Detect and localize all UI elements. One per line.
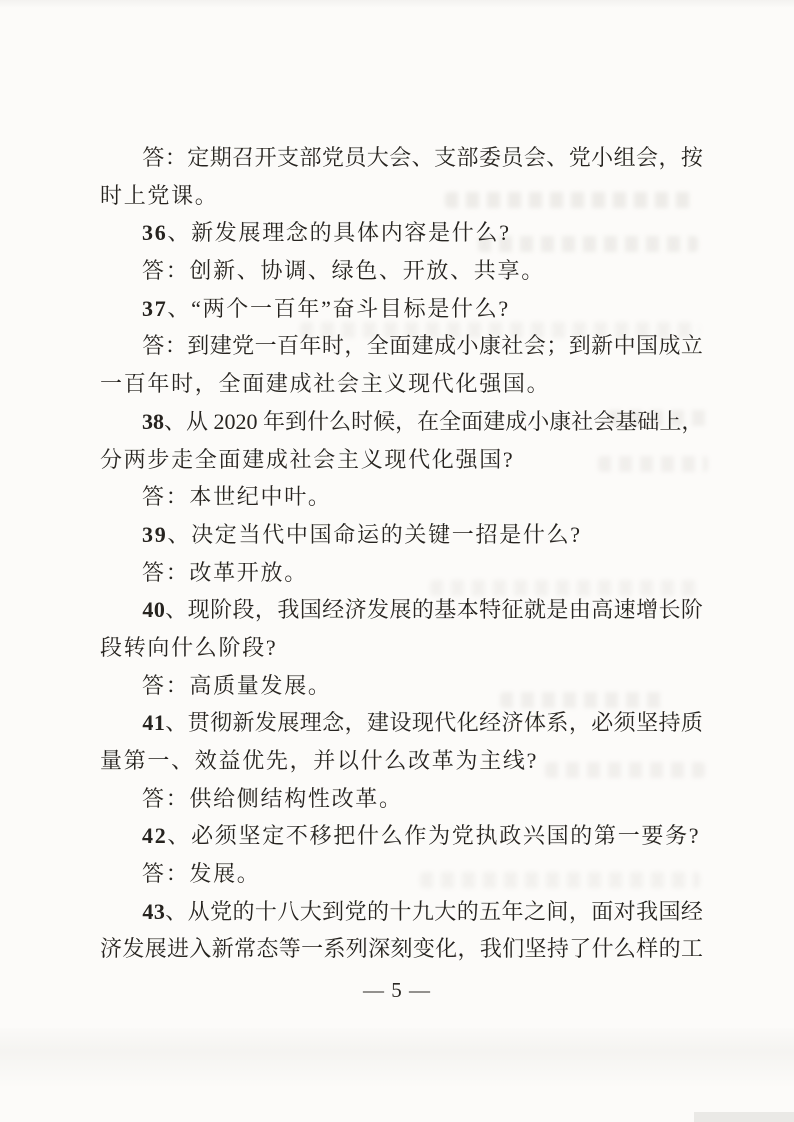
first-line-indent: [100, 139, 142, 177]
answer-line-1: 答 ： 定 期 召 开 支 部 党 员 大 会 、 支 部 委 员 会 、 党 小 组 会 ， 按: [100, 139, 703, 177]
scan-shading-bottom: [0, 1028, 794, 1088]
scan-shading-top: [0, 0, 794, 8]
answer-line-1: 答：创新、协调、绿色、开放、共享。: [142, 258, 545, 284]
question-43-line-1: 4 3 、 从 党 的 十 八 大 到 党 的 十 九 大 的 五 年 之 间 ， 面 对 我 国 经: [100, 893, 703, 931]
question-number: 37: [142, 295, 168, 321]
first-line-indent: [100, 403, 142, 441]
question-number: 39: [142, 521, 168, 547]
question-number: 1: [153, 710, 165, 736]
question-number: 0: [153, 597, 165, 623]
question-43-line-2: 济 发 展 进 入 新 常 态 等 一 系 列 深 刻 变 化 ， 我 们 坚 持 了 什 么 样 的 工: [100, 936, 703, 962]
first-line-indent: [100, 327, 142, 365]
answer-line-1: 答：高质量发展。: [142, 672, 332, 698]
scan-edge-artifact: [694, 1112, 794, 1122]
answer-line-1: 答：改革开放。: [142, 559, 308, 585]
page-number: — 5 —: [363, 978, 431, 1002]
question-number: 3: [142, 408, 153, 434]
question-41-line-2: 量第一、效益优先，并以什么改革为主线?: [100, 748, 539, 773]
question-number: 36: [142, 220, 168, 246]
answer-line-1: 答：发展。: [142, 861, 261, 887]
answer-line-2: 一百年时，全面建成社会主义现代化强国。: [100, 371, 551, 397]
question-40-line-1: 4 0 、 现 阶 段 ， 我 国 经 济 发 展 的 基 本 特 征 就 是 由 高 速 增 长 阶: [100, 591, 703, 629]
question-42-line-1: 42、必须坚定不移把什么作为党执政兴国的第一要务?: [142, 823, 701, 849]
question-number: 4: [142, 710, 154, 736]
question-number: 3: [153, 898, 165, 924]
question-number: 4: [142, 597, 154, 623]
first-line-indent: [100, 893, 142, 931]
text-block: [100, 139, 703, 968]
question-38-line-1: 3 8 、 从 2 0 2 0 年 到 什 么 时 候 ， 在 全 面 建 成 小 康 社 会 基 础 上 ，: [100, 403, 703, 441]
question-40-line-2: 段转向什么阶段?: [100, 634, 278, 660]
answer-line-1: 答 ： 到 建 党 一 百 年 时 ， 全 面 建 成 小 康 社 会 ； 到 新 中 国 成 立: [100, 327, 703, 365]
first-line-indent: [100, 591, 142, 629]
question-number: 42: [142, 823, 168, 849]
answer-line-1: 答：本世纪中叶。: [142, 484, 332, 510]
answer-line-2: 时上党课。: [100, 182, 219, 208]
question-number: 8: [153, 408, 164, 434]
question-39-line-1: 39、决定当代中国命运的关键一招是什么?: [142, 521, 582, 547]
first-line-indent: [100, 704, 142, 742]
answer-line-1: 答：供给侧结构性改革。: [142, 785, 403, 811]
question-36-line-1: 36、新发展理念的具体内容是什么?: [142, 220, 511, 246]
question-37-line-1: 37、“两个一百年”奋斗目标是什么?: [142, 295, 510, 321]
question-number: 4: [142, 898, 154, 924]
question-41-line-1: 4 1 、 贯 彻 新 发 展 理 念 ， 建 设 现 代 化 经 济 体 系 ， 必 须 坚 持 质: [100, 704, 703, 742]
question-38-line-2: 分两步走全面建成社会主义现代化强国?: [100, 446, 515, 472]
